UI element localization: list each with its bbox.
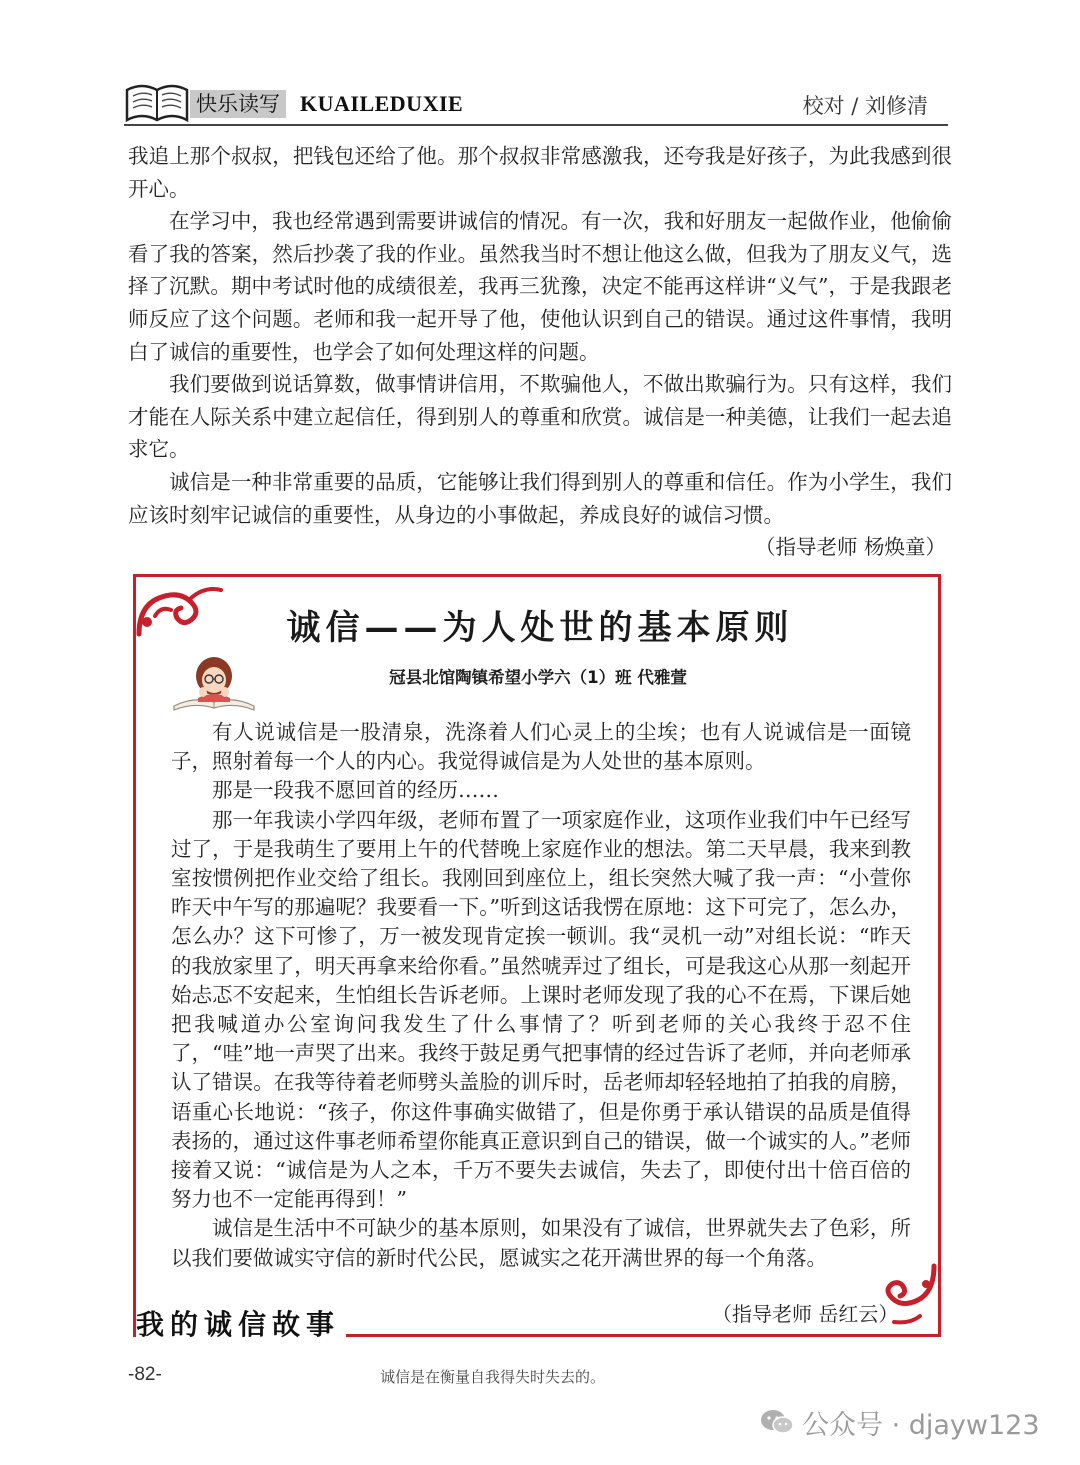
- wechat-icon: [760, 1408, 794, 1436]
- teacher-credit: （指导老师 岳红云）: [712, 1302, 899, 1326]
- brand-english: KUAILEDUXIE: [300, 91, 464, 116]
- paragraph: 那一年我读小学四年级，老师布置了一项家庭作业，这项作业我们中午已经写过了，于是我萌生了要用上午的代替晚上家庭作业的想法。第二天早晨，我来到教室按惯例把作业交给了组长。我刚回到座位上，组长突然大喊了我一声：“小萱你昨天中午写的那遍呢？我要看一下。”听到这话我愣在原地：这下可完了，怎么办，怎么办？这下可惨了，万一被发现肯定挨一顿训。我“灵机一动”对组长说：“昨天的我放家里了，明天再拿来给你看。”虽然唬弄过了组长，可是我这心从那一刻起开始忐忑不安起来，生怕组长告诉老师。上课时老师发现了我的心不在焉，下课后她把我喊道办公室询问我发生了什么事情了？听到老师的关心我终于忍不住了，“哇”地一声哭了出来。我终于鼓足勇气把事情的经过告诉了老师，并向老师承认了错误。在我等待着老师劈头盖脸的训斥时，岳老师却轻轻地拍了拍我的肩膀，语重心长地说：“孩子，你这件事确实做错了，但是你勇于承认错误的品质是值得表扬的，通过这件事老师希望你能真正意识到自己的错误，做一个诚实的人。”老师接着又说：“诚信是为人之本，千万不要失去诚信，失去了，即使付出十倍百倍的努力也不一定能再得到！”: [171, 807, 911, 1212]
- upper-article-body: [128, 140, 952, 564]
- essay-title: 诚信——为人处世的基本原则: [286, 608, 794, 648]
- paragraph: 那是一段我不愿回首的经历……: [212, 778, 499, 803]
- girl-reading-illustration: [168, 652, 260, 712]
- proofreader-credit: 校对 / 刘修清: [802, 94, 928, 118]
- paragraph: 有人说诚信是一股清泉，洗涤着人们心灵上的尘埃；也有人说诚信是一面镜子，照射着每一个人的内心。我觉得诚信是为人处世的基本原则。: [171, 720, 911, 774]
- paragraph: 我追上那个叔叔，把钱包还给了他。那个叔叔非常感激我，还夸我是好孩子，为此我感到很开心。: [128, 144, 952, 201]
- essay-body: [171, 718, 911, 1273]
- open-book-icon: [124, 80, 190, 124]
- paragraph: 在学习中，我也经常遇到需要讲诚信的情况。有一次，我和好朋友一起做作业，他偷偷看了我的答案，然后抄袭了我的作业。虽然我当时不想让他这么做，但我为了朋友义气，选择了沉默。期中考试时他的成绩很差，我再三犹豫，决定不能再这样讲“义气”，于是我跟老师反应了这个问题。老师和我一起开导了他，使他认识到自己的错误。通过这件事情，我明白了诚信的重要性，也学会了如何处理这样的问题。: [128, 209, 952, 364]
- brand-chinese: 快乐读写: [190, 90, 286, 118]
- footer-quote: 诚信是在衡量自我得失时失去的。: [380, 1368, 606, 1386]
- header-rule: [124, 124, 948, 126]
- page-number: -82-: [128, 1364, 162, 1385]
- author-byline: 冠县北馆陶镇希望小学六（1）班 代雅萱: [389, 668, 687, 687]
- watermark-text: 公众号 · djayw123: [802, 1409, 1040, 1441]
- paragraph: 我们要做到说话算数，做事情讲信用，不欺骗他人，不做出欺骗行为。只有这样，我们才能在人际关系中建立起信任，得到别人的尊重和欣赏。诚信是一种美德，让我们一起去追求它。: [128, 372, 952, 462]
- paragraph: 诚信是生活中不可缺少的基本原则，如果没有了诚信，世界就失去了色彩，所以我们要做诚实守信的新时代公民，愿诚实之花开满世界的每一个角落。: [171, 1216, 911, 1270]
- wechat-watermark: [760, 1404, 1040, 1440]
- series-label: 我的诚信故事: [136, 1303, 346, 1343]
- teacher-credit: （指导老师 杨焕童）: [754, 535, 946, 560]
- paragraph: 诚信是一种非常重要的品质，它能够让我们得到别人的尊重和信任。作为小学生，我们应该时刻牢记诚信的重要性，从身边的小事做起，养成良好的诚信习惯。: [128, 469, 952, 527]
- page-header: [124, 78, 948, 128]
